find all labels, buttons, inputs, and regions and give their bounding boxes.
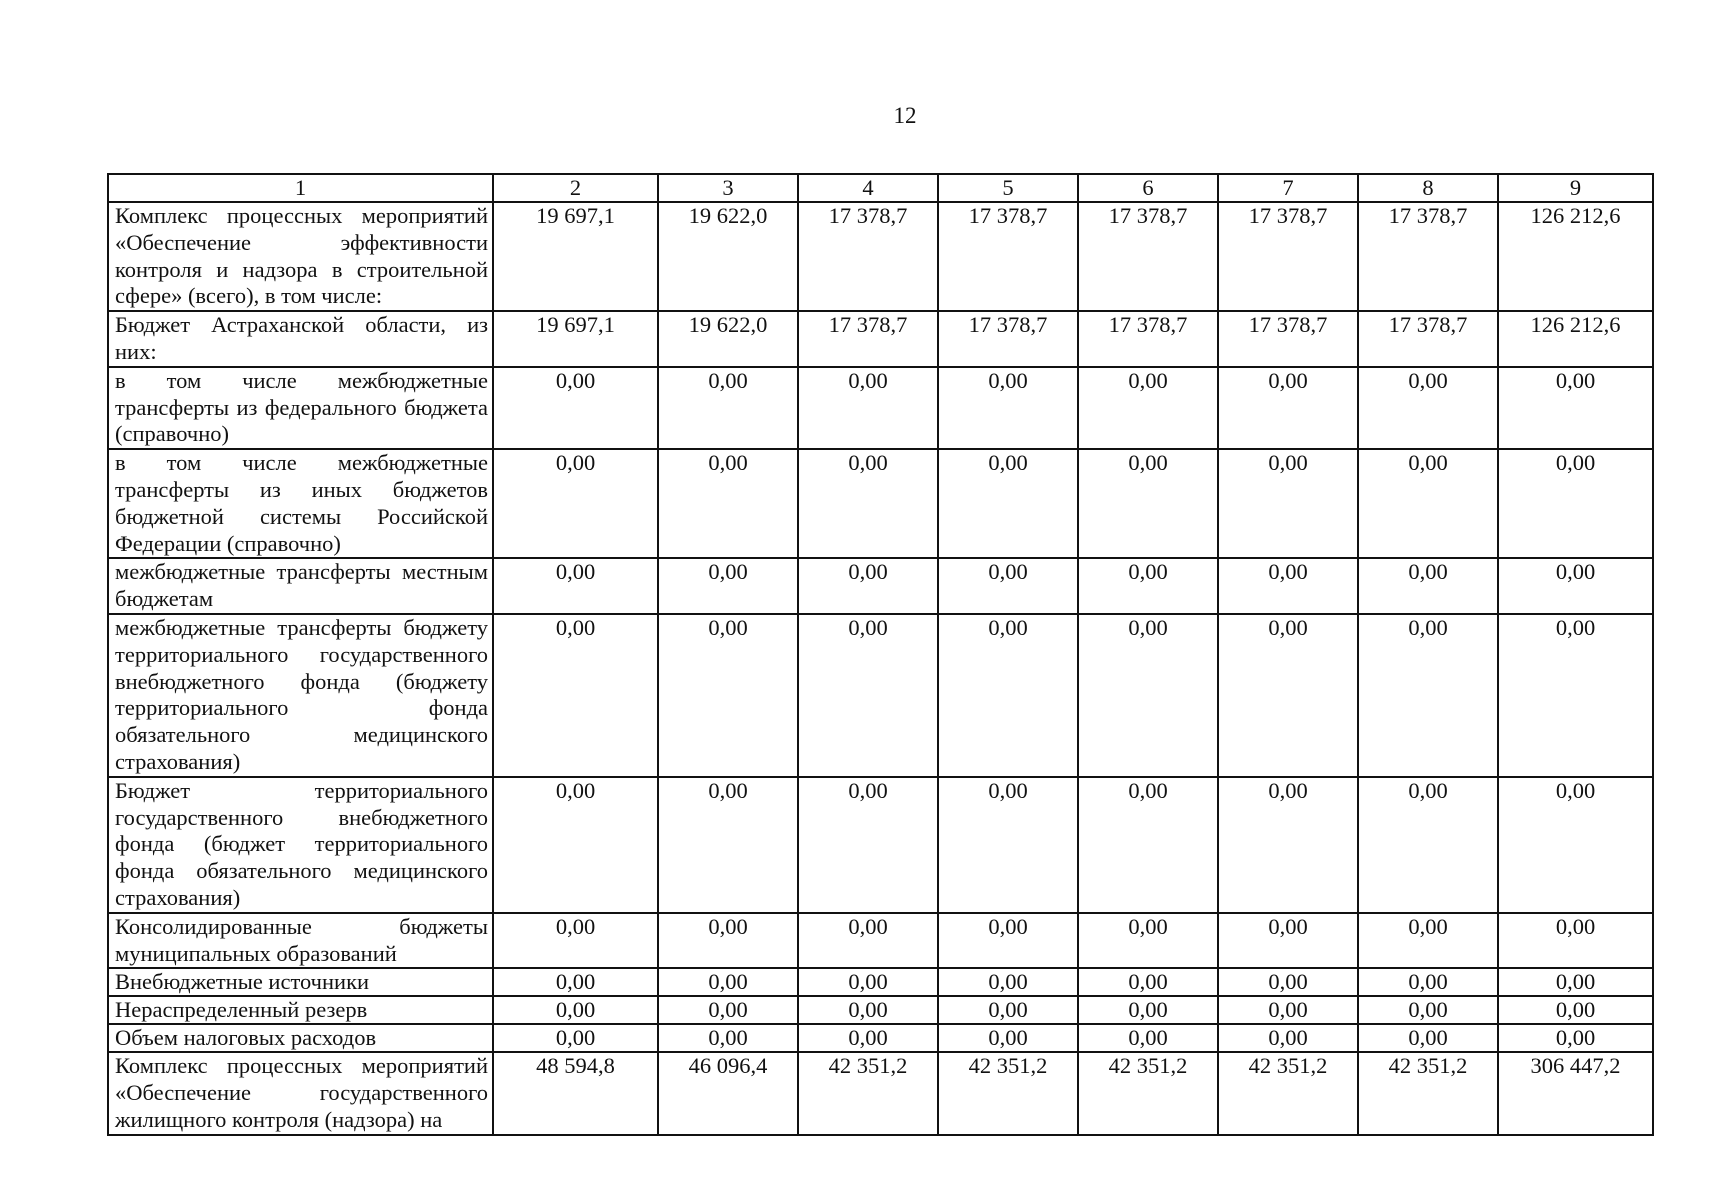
value-cell: 0,00 [493, 1024, 658, 1052]
value-cell: 0,00 [1498, 367, 1653, 449]
table-row [108, 996, 1653, 1024]
table-row [108, 202, 1653, 311]
table-row [108, 614, 1653, 777]
value-cell: 0,00 [1218, 367, 1358, 449]
row-label: в том числе межбюджетные трансферты из иных бюджетов бюджетной системы Российской Федерации (справочно) [108, 449, 493, 558]
row-label: в том числе межбюджетные трансферты из федерального бюджета (справочно) [108, 367, 493, 449]
value-cell: 0,00 [1218, 449, 1358, 558]
column-number: 7 [1218, 174, 1358, 202]
value-cell: 0,00 [658, 913, 798, 969]
value-cell: 0,00 [493, 968, 658, 996]
value-cell: 0,00 [658, 367, 798, 449]
value-cell: 0,00 [938, 449, 1078, 558]
value-cell: 0,00 [1218, 777, 1358, 913]
row-label: Объем налоговых расходов [108, 1024, 493, 1052]
value-cell: 42 351,2 [1078, 1052, 1218, 1134]
value-cell: 0,00 [1078, 614, 1218, 777]
value-cell: 0,00 [938, 614, 1078, 777]
value-cell: 0,00 [493, 777, 658, 913]
value-cell: 17 378,7 [1218, 311, 1358, 367]
row-label: Консолидированные бюджеты муниципальных образований [108, 913, 493, 969]
value-cell: 0,00 [798, 968, 938, 996]
value-cell: 0,00 [1078, 1024, 1218, 1052]
value-cell: 0,00 [658, 968, 798, 996]
column-number: 9 [1498, 174, 1653, 202]
column-number-row [108, 174, 1653, 202]
budget-table [107, 173, 1654, 1136]
value-cell: 0,00 [1498, 996, 1653, 1024]
value-cell: 48 594,8 [493, 1052, 658, 1134]
value-cell: 0,00 [493, 913, 658, 969]
table-row [108, 449, 1653, 558]
value-cell: 0,00 [798, 777, 938, 913]
value-cell: 0,00 [1498, 449, 1653, 558]
column-number: 2 [493, 174, 658, 202]
value-cell: 0,00 [658, 1024, 798, 1052]
table-row [108, 558, 1653, 614]
value-cell: 0,00 [1358, 996, 1498, 1024]
column-number: 6 [1078, 174, 1218, 202]
value-cell: 0,00 [1358, 777, 1498, 913]
column-number: 5 [938, 174, 1078, 202]
value-cell: 0,00 [1358, 449, 1498, 558]
table-row [108, 777, 1653, 913]
value-cell: 0,00 [1218, 614, 1358, 777]
value-cell: 0,00 [493, 367, 658, 449]
value-cell: 0,00 [1498, 1024, 1653, 1052]
value-cell: 0,00 [1498, 913, 1653, 969]
value-cell: 17 378,7 [798, 311, 938, 367]
row-label: Комплекс процессных мероприятий «Обеспечение эффективности контроля и надзора в строительной сфере» (всего), в том числе: [108, 202, 493, 311]
value-cell: 0,00 [938, 913, 1078, 969]
value-cell: 0,00 [938, 777, 1078, 913]
column-number: 1 [108, 174, 493, 202]
value-cell: 0,00 [1498, 558, 1653, 614]
row-label: Нераспределенный резерв [108, 996, 493, 1024]
value-cell: 0,00 [938, 996, 1078, 1024]
value-cell: 0,00 [798, 449, 938, 558]
value-cell: 306 447,2 [1498, 1052, 1653, 1134]
value-cell: 0,00 [798, 1024, 938, 1052]
table-row [108, 913, 1653, 969]
row-label: Комплекс процессных мероприятий «Обеспечение государственного жилищного контроля (надзора) на [108, 1052, 493, 1134]
value-cell: 0,00 [1078, 996, 1218, 1024]
value-cell: 0,00 [798, 913, 938, 969]
value-cell: 0,00 [1358, 968, 1498, 996]
value-cell: 17 378,7 [798, 202, 938, 311]
value-cell: 0,00 [1218, 913, 1358, 969]
table-row [108, 1024, 1653, 1052]
value-cell: 0,00 [1218, 1024, 1358, 1052]
value-cell: 0,00 [1498, 614, 1653, 777]
value-cell: 0,00 [1078, 968, 1218, 996]
value-cell: 0,00 [1078, 558, 1218, 614]
value-cell: 0,00 [1358, 614, 1498, 777]
value-cell: 17 378,7 [1358, 311, 1498, 367]
table-row [108, 968, 1653, 996]
value-cell: 0,00 [493, 996, 658, 1024]
table-row [108, 367, 1653, 449]
value-cell: 17 378,7 [938, 311, 1078, 367]
column-number: 8 [1358, 174, 1498, 202]
value-cell: 17 378,7 [1218, 202, 1358, 311]
value-cell: 0,00 [1078, 913, 1218, 969]
value-cell: 0,00 [1078, 449, 1218, 558]
value-cell: 0,00 [938, 968, 1078, 996]
value-cell: 17 378,7 [1078, 311, 1218, 367]
value-cell: 46 096,4 [658, 1052, 798, 1134]
value-cell: 0,00 [658, 996, 798, 1024]
value-cell: 42 351,2 [1358, 1052, 1498, 1134]
row-label: Внебюджетные источники [108, 968, 493, 996]
value-cell: 0,00 [658, 614, 798, 777]
value-cell: 42 351,2 [1218, 1052, 1358, 1134]
row-label: Бюджет территориального государственного внебюджетного фонда (бюджет территориального фонда обязательного медицинского страхования) [108, 777, 493, 913]
value-cell: 0,00 [938, 367, 1078, 449]
value-cell: 17 378,7 [1358, 202, 1498, 311]
value-cell: 0,00 [1358, 558, 1498, 614]
value-cell: 126 212,6 [1498, 202, 1653, 311]
page-number: 12 [893, 103, 917, 128]
value-cell: 19 622,0 [658, 311, 798, 367]
column-number: 3 [658, 174, 798, 202]
value-cell: 0,00 [798, 996, 938, 1024]
value-cell: 0,00 [1218, 558, 1358, 614]
row-label: межбюджетные трансферты местным бюджетам [108, 558, 493, 614]
column-number: 4 [798, 174, 938, 202]
value-cell: 0,00 [1358, 913, 1498, 969]
value-cell: 0,00 [1498, 777, 1653, 913]
value-cell: 0,00 [1218, 996, 1358, 1024]
value-cell: 0,00 [938, 1024, 1078, 1052]
value-cell: 0,00 [658, 449, 798, 558]
value-cell: 0,00 [1358, 367, 1498, 449]
row-label: межбюджетные трансферты бюджету территориального государственного внебюджетного фонда (бюджету территориального фонда обязательного медицинского страхования) [108, 614, 493, 777]
value-cell: 0,00 [1078, 367, 1218, 449]
value-cell: 19 697,1 [493, 202, 658, 311]
value-cell: 19 622,0 [658, 202, 798, 311]
value-cell: 17 378,7 [938, 202, 1078, 311]
value-cell: 42 351,2 [798, 1052, 938, 1134]
value-cell: 17 378,7 [1078, 202, 1218, 311]
value-cell: 0,00 [493, 449, 658, 558]
value-cell: 0,00 [1078, 777, 1218, 913]
value-cell: 0,00 [1358, 1024, 1498, 1052]
value-cell: 0,00 [493, 558, 658, 614]
value-cell: 0,00 [798, 558, 938, 614]
table-row [108, 1052, 1653, 1134]
row-label: Бюджет Астраханской области, из них: [108, 311, 493, 367]
value-cell: 0,00 [798, 367, 938, 449]
value-cell: 0,00 [938, 558, 1078, 614]
value-cell: 0,00 [658, 558, 798, 614]
value-cell: 0,00 [658, 777, 798, 913]
value-cell: 0,00 [798, 614, 938, 777]
value-cell: 0,00 [1218, 968, 1358, 996]
value-cell: 19 697,1 [493, 311, 658, 367]
value-cell: 126 212,6 [1498, 311, 1653, 367]
value-cell: 0,00 [493, 614, 658, 777]
value-cell: 42 351,2 [938, 1052, 1078, 1134]
table-row [108, 311, 1653, 367]
value-cell: 0,00 [1498, 968, 1653, 996]
